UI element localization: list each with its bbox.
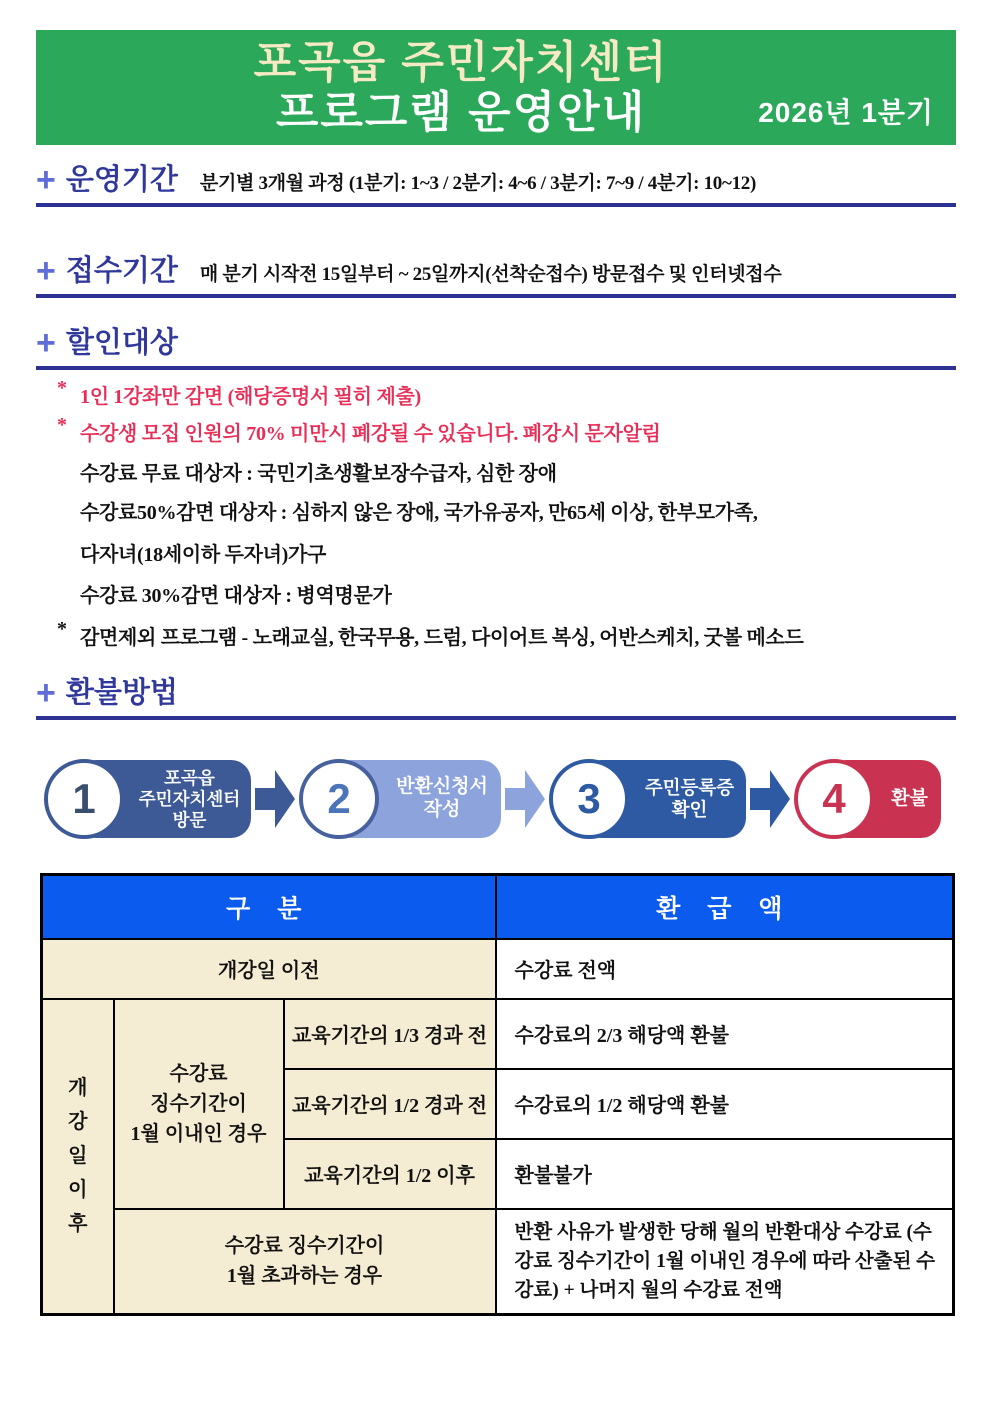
cell-no-refund: 환불불가	[496, 1139, 954, 1209]
note-30-discount-target	[36, 579, 956, 608]
step-label-line: 환불	[891, 787, 928, 809]
discount-notes	[36, 377, 956, 650]
note-text: 감면제외 프로그램 - 노래교실, 한국무용, 드럼, 다이어트 복싱, 어반스케치, 굿볼 메소드	[80, 627, 804, 649]
flow-step-1-visit-center	[44, 759, 251, 839]
plus-icon: +	[36, 161, 56, 199]
table-header-row	[42, 875, 954, 939]
section-operation-body: 분기별 3개월 과정 (1분기: 1~3 / 2분기: 4~6 / 3분기: 7~9 / 4분기: 10~12)	[199, 173, 757, 194]
step-number-badge: 3	[549, 759, 629, 839]
step-label-line: 포곡읍	[164, 767, 215, 788]
note-text: 수강료 30%감면 대상자 : 병역명문가	[80, 585, 392, 607]
vertical-char: 개	[68, 1077, 88, 1100]
table-row-one-third	[42, 999, 954, 1069]
step-label-line: 주민등록증	[644, 776, 735, 798]
cell-prorated-refund: 반환 사유가 발생한 당해 월의 반환대상 수강료 (수강료 징수기간이 1월 이내인 경우에 따라 산출된 수강료) + 나머지 월의 수강료 전액	[496, 1209, 954, 1315]
asterisk-marker: *	[57, 377, 67, 399]
section-discount-label: 할인대상	[65, 327, 178, 359]
step-number-badge: 2	[299, 759, 379, 839]
note-text: 다자녀(18세이하 두자녀)가구	[80, 544, 327, 566]
flow-step-3-id-check	[549, 759, 746, 839]
section-operation-heading	[36, 162, 178, 198]
vertical-char: 강	[68, 1111, 88, 1134]
banner-title-line1: 포곡읍 주민자치센터	[253, 38, 669, 87]
cell-over-one-month	[114, 1209, 496, 1315]
asterisk-marker: *	[57, 414, 67, 436]
section-discount-heading	[36, 325, 178, 361]
step-number-badge: 1	[44, 759, 124, 839]
section-divider	[36, 294, 956, 298]
table-row-over-one-month	[42, 1209, 954, 1315]
header-refund-amount: 환 급 액	[496, 875, 954, 939]
flow-step-2-fill-refund-form	[299, 759, 501, 839]
label-line: 1월 초과하는 경우	[226, 1265, 383, 1288]
vertical-char: 일	[68, 1145, 88, 1168]
step-label-line: 방문	[172, 809, 207, 830]
plus-icon: +	[36, 674, 56, 712]
arrow-right-icon	[505, 770, 545, 828]
flow-step-4-refund	[794, 759, 941, 839]
note-multi-child	[36, 538, 956, 567]
plus-icon: +	[36, 252, 56, 290]
step-label-line: 반환신청서	[396, 776, 488, 798]
step-label-line: 주민자치센터	[138, 788, 241, 809]
cell-within-one-month	[114, 999, 284, 1209]
cell-before-opening: 개강일 이전	[42, 939, 496, 999]
refund-process-flow	[44, 753, 956, 845]
section-refund-heading	[36, 675, 178, 711]
label-line: 수강료 징수기간이	[224, 1235, 385, 1258]
cell-full-refund: 수강료 전액	[496, 939, 954, 999]
section-divider	[36, 203, 956, 207]
vertical-char: 후	[68, 1213, 88, 1236]
note-one-course-only	[36, 377, 956, 409]
note-excluded-programs	[36, 618, 956, 650]
note-text: 수강료 무료 대상자 : 국민기초생활보장수급자, 심한 장애	[80, 463, 557, 485]
section-registration-body: 매 분기 시작전 15일부터 ~ 25일까지(선착순접수) 방문접수 및 인터넷접수	[199, 264, 782, 285]
note-text: 1인 1강좌만 감면 (해당증명서 필히 제출)	[80, 386, 421, 408]
header-category: 구 분	[42, 875, 496, 939]
section-registration-heading	[36, 253, 178, 289]
label-line: 1월 이내인 경우	[130, 1122, 267, 1145]
table-row-before-opening	[42, 939, 954, 999]
note-50-discount-target	[36, 496, 956, 525]
label-line: 수강료	[169, 1062, 228, 1085]
cell-period-after-half: 교육기간의 1/2 이후	[284, 1139, 496, 1209]
section-registration-label: 접수기간	[65, 255, 178, 287]
title-banner	[36, 30, 956, 145]
document-page	[36, 0, 956, 1316]
section-refund-label: 환불방법	[65, 677, 178, 709]
asterisk-marker: *	[57, 618, 67, 640]
note-cancellation-policy	[36, 414, 956, 446]
section-divider	[36, 366, 956, 370]
arrow-right-icon	[750, 770, 790, 828]
section-registration-period	[36, 253, 956, 289]
section-refund-method	[36, 675, 956, 711]
plus-icon: +	[36, 324, 56, 362]
banner-title-line2: 프로그램 운영안내	[275, 88, 647, 137]
cell-refund-two-thirds: 수강료의 2/3 해당액 환불	[496, 999, 954, 1069]
banner-quarter-label: 2026년 1분기	[758, 97, 934, 128]
section-operation-period	[36, 162, 956, 198]
step-label-line: 확인	[671, 799, 708, 820]
note-free-target	[36, 457, 956, 486]
step-label-line: 작성	[423, 799, 461, 820]
note-text: 수강생 모집 인원의 70% 미만시 폐강될 수 있습니다. 폐강시 문자알림	[80, 423, 661, 445]
section-divider	[36, 716, 956, 720]
vertical-char: 이	[68, 1179, 88, 1202]
section-discount-targets	[36, 325, 956, 361]
refund-table	[40, 873, 955, 1316]
cell-period-one-half: 교육기간의 1/2 경과 전	[284, 1069, 496, 1139]
cell-after-opening-vertical	[42, 999, 114, 1315]
cell-refund-one-half: 수강료의 1/2 해당액 환불	[496, 1069, 954, 1139]
section-operation-label: 운영기간	[65, 164, 178, 196]
note-text: 수강료50%감면 대상자 : 심하지 않은 장애, 국가유공자, 만65세 이상, 한부모가족,	[80, 502, 758, 524]
cell-period-one-third: 교육기간의 1/3 경과 전	[284, 999, 496, 1069]
label-line: 징수기간이	[150, 1092, 247, 1115]
step-number-badge: 4	[794, 759, 874, 839]
arrow-right-icon	[255, 770, 295, 828]
